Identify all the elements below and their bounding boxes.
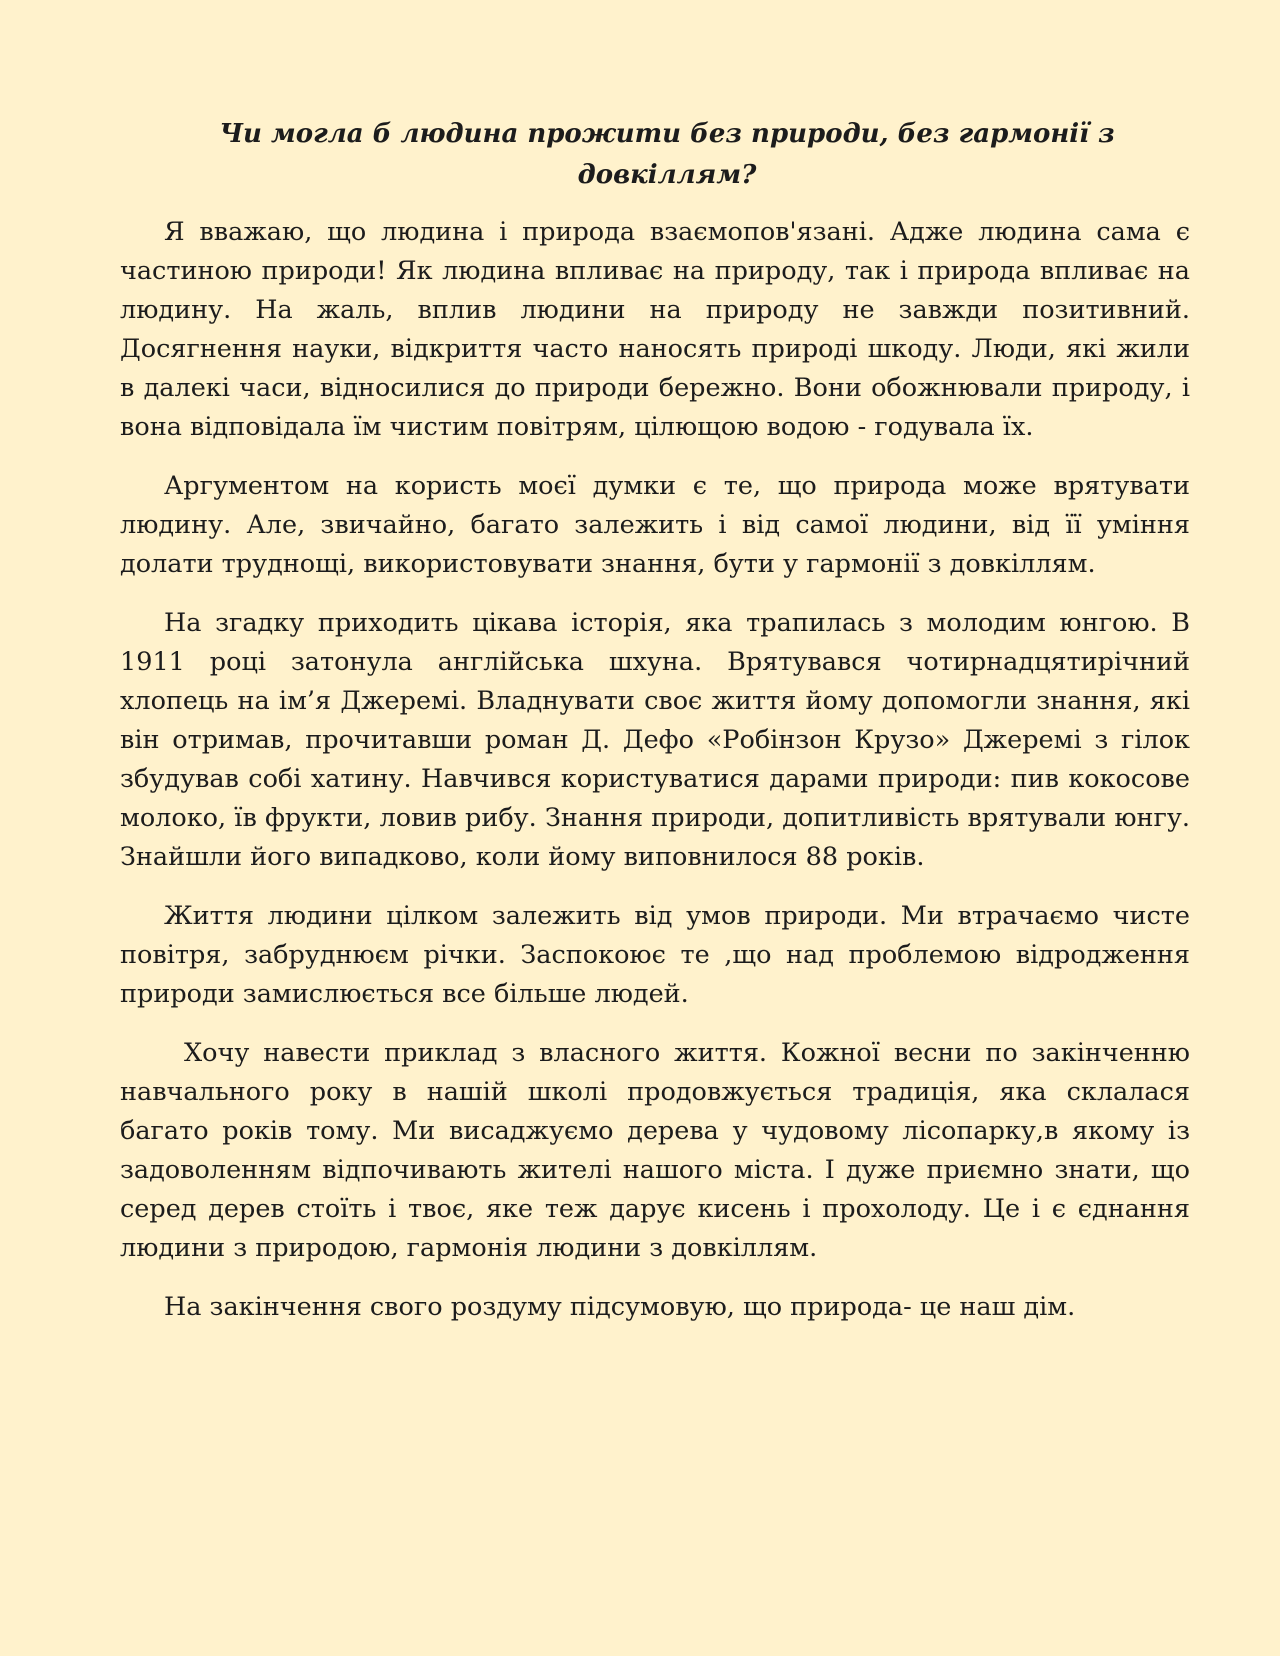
document-page — [120, 114, 1190, 1347]
essay-title: Чи могла б людина прожити без природи, без гармонії з довкіллям? — [219, 119, 1115, 190]
paragraph-2: Аргументом на користь моєї думки є те, що природа може врятувати людину. Але, звичайно, багато залежить і від самої людини, від її уміння долати труднощі, використовувати знання, бути у гармонії з довкіллям. — [120, 471, 1190, 579]
paragraph-6: На закінчення свого роздуму підсумовую, що природа- це наш дім. — [164, 1292, 1076, 1322]
paragraph-5: Хочу навести приклад з власного життя. Кожної весни по закінченню навчального року в нашій школі продовжується традиція, яка склалася багато років тому. Ми висаджуємо дерева у чудовому лісопарку,в якому із задоволенням відпочивають жителі нашого міста. І дуже приємно знати, що серед дерев стоїть і твоє, яке теж дарує кисень і прохолоду. Це і є єднання людини з природою, гармонія людини з довкіллям. — [120, 1038, 1190, 1263]
paragraph-3: На згадку приходить цікава історія, яка трапилась з молодим юнгою. В 1911 році затонула англійська шхуна. Врятувався чотирнадцятирічний хлопець на ім’я Джеремі. Владнувати своє життя йому допомогли знання, які він отримав, прочитавши роман Д. Дефо «Робінзон Крузо» Джеремі з гілок збудував собі хатину. Навчився користуватися дарами природи: пив кокосове молоко, їв фрукти, ловив рибу. Знання природи, допитливість врятували юнгу. Знайшли його випадково, коли йому виповнилося 88 років. — [120, 608, 1190, 872]
paragraph-1: Я вважаю, що людина і природа взаємопов'язані. Адже людина сама є частиною природи! Як людина впливає на природу, так і природа впливає на людину. На жаль, вплив людини на природу не завжди позитивний. Досягнення науки, відкриття часто наносять природі шкоду. Люди, які жили в далекі часи, відносилися до природи бережно. Вони обожнювали природу, і вона відповідала їм чистим повітрям, цілющою водою - годувала їх. — [120, 217, 1190, 442]
paragraph-4: Життя людини цілком залежить від умов природи. Ми втрачаємо чисте повітря, забруднюєм річки. Заспокоює те ,що над проблемою відродження природи замислюється все більше людей. — [120, 901, 1190, 1009]
